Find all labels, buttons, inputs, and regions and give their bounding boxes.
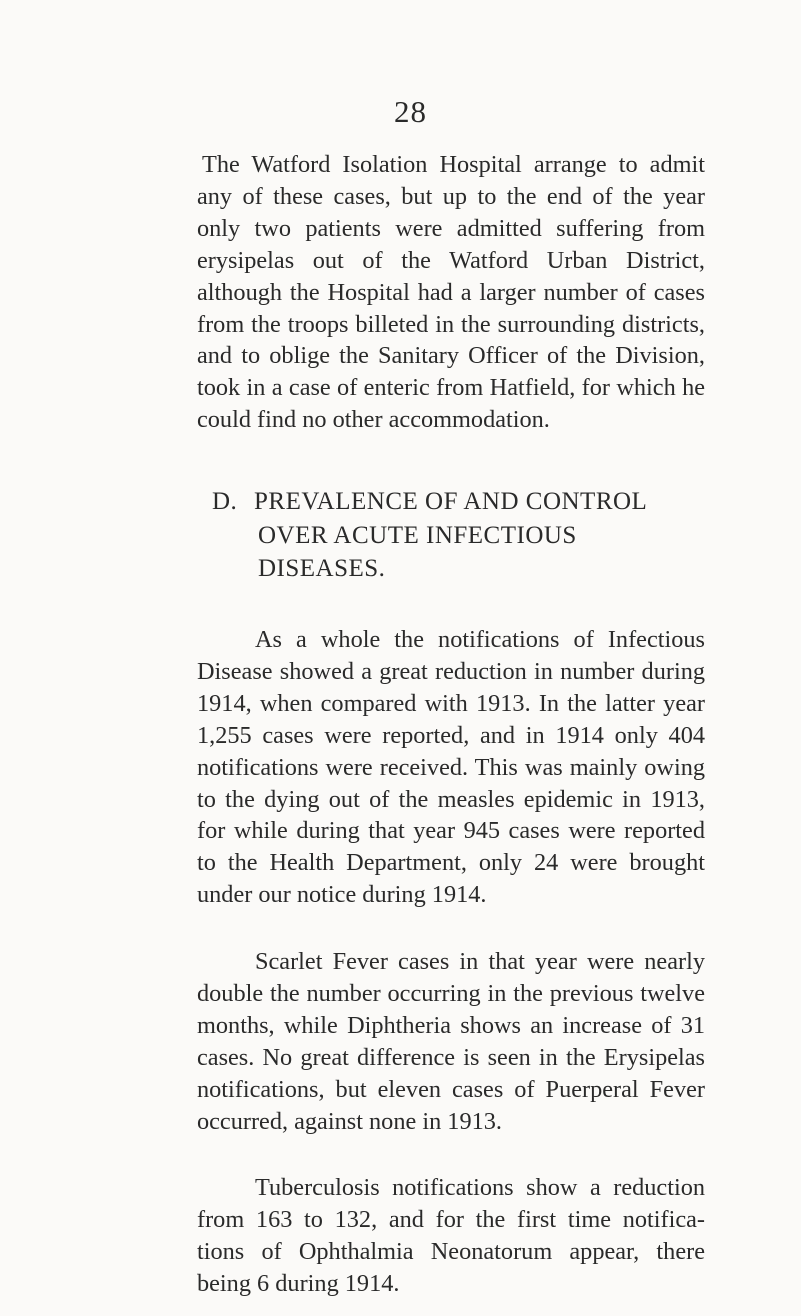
paragraph-scarlet-fever: Scarlet Fever cases in that year were nearly double the number occurring in the previous twelve months, while Diphtheria shows an increase of 31 cases. No great difference is seen in the Erysipelas notifications, but eleven cases of Puerperal Fever occurred, against none in 1913. (197, 948, 705, 1135)
section-heading (212, 485, 712, 586)
page-number: 28 (394, 94, 427, 129)
section-heading-line-2: OVER ACUTE INFECTIOUS (258, 521, 577, 549)
paragraph-tuberculosis: Tuberculosis notifications show a reduction from 163 to 132, and for the first time notifica- tions of Ophthalmia Neonatorum appear, there being 6 during 1914. (197, 1174, 705, 1297)
section-letter: D. (212, 488, 238, 515)
paragraph-isolation-hospital: The Watford Isolation Hospital arrange to admit any of these cases, but up to the end of the year only two patients were admitted suffering from erysipelas out of the Watford Urban District, although the Hospital had a larger number of cases from the troops billeted in the surrounding districts, and to oblige the Sanitary Officer of the Division, took in a case of enteric from Hatfield, for which he could find no other accommodation. (197, 151, 705, 434)
section-heading-text-1: PREVALENCE OF AND CONTROL (254, 488, 648, 515)
section-heading-line-1 (212, 485, 712, 519)
paragraph-notifications-overview: As a whole the notifications of Infectious Disease showed a great reduction in number during 1914, when compared with 1913. In the latter year 1,255 cases were reported, and in 1914 only 404 notifications were received. This was mainly owing to the dying out of the measles epidemic in 1913, for while during that year 945 cases were reported to the Health Department, only 24 were brought under our notice during 1914. (197, 626, 705, 909)
section-heading-line-3: DISEASES. (258, 555, 386, 582)
